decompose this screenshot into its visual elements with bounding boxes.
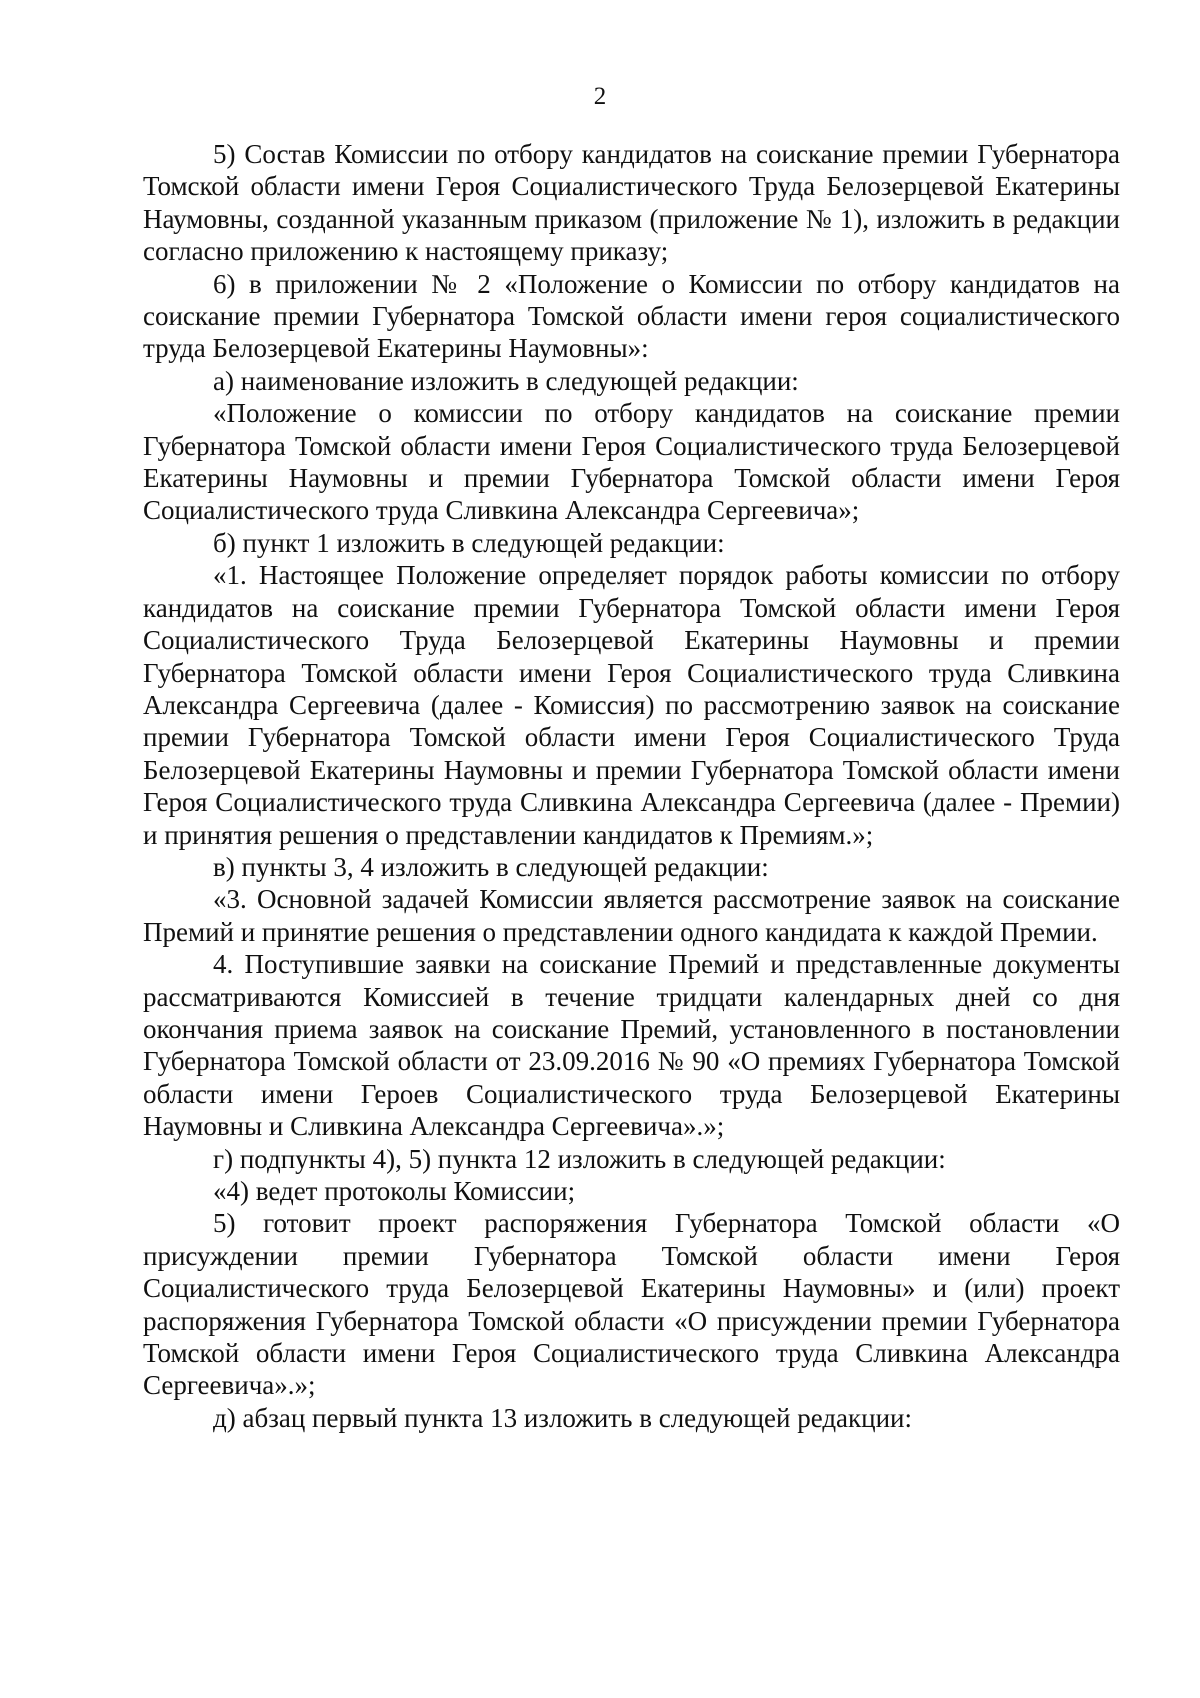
paragraph-subitem-b: б) пункт 1 изложить в следующей редакции: — [213, 527, 725, 558]
paragraph-point-1: «1. Настоящее Положение определяет порядок работы комиссии по отбору кандидатов на соискание премии Губернатора Томской области имени Героя Социалистического Труда Белозерцевой Екатерины Наумовны и премии Губернатора Томской области имени Героя Социалистического труда Сливкина Александра Сергеевича (далее - Комиссия) по рассмотрению заявок на соискание премии Губернатора Томской области имени Героя Социалистического Труда Белозерцевой Екатерины Наумовны и премии Губернатора Томской области имени Героя Социалистического труда Сливкина Александра Сергеевича (далее - Премии) и принятия решения о представлении кандидатов к Премиям.»; — [143, 560, 1120, 850]
paragraph-subitem-v: в) пункты 3, 4 изложить в следующей редакции: — [213, 851, 769, 882]
paragraph-item-5: 5) Состав Комиссии по отбору кандидатов на соискание премии Губернатора Томской области имени Героя Социалистического Труда Белозерцевой Екатерины Наумовны, созданной указанным приказом (приложение № 1), изложить в редакции согласно приложению к настоящему приказу; — [143, 139, 1120, 267]
paragraph-subitem-d: д) абзац первый пункта 13 изложить в следующей редакции: — [213, 1402, 913, 1433]
document-body — [143, 138, 1120, 1434]
paragraph-item-6: 6) в приложении № 2 «Положение о Комиссии по отбору кандидатов на соискание премии Губернатора Томской области имени героя социалистического труда Белозерцевой Екатерины Наумовны»: — [143, 268, 1120, 364]
paragraph-subpoint-5: 5) готовит проект распоряжения Губернатора Томской области «О присуждении премии Губернатора Томской области имени Героя Социалистического труда Белозерцевой Екатерины Наумовны» и (или) проект распоряжения Губернатора Томской области «О присуждении премии Губернатора Томской области имени Героя Социалистического труда Сливкина Александра Сергеевича».»; — [143, 1208, 1120, 1401]
paragraph-new-title: «Положение о комиссии по отбору кандидатов на соискание премии Губернатора Томской области имени Героя Социалистического труда Белозерцевой Екатерины Наумовны и премии Губернатора Томской области имени Героя Социалистического труда Сливкина Александра Сергеевича»; — [143, 398, 1120, 526]
paragraph-subitem-g: г) подпункты 4), 5) пункта 12 изложить в следующей редакции: — [213, 1143, 946, 1174]
paragraph-point-3: «3. Основной задачей Комиссии является рассмотрение заявок на соискание Премий и принятие решения о представлении одного кандидата к каждой Премии. — [143, 884, 1120, 947]
paragraph-point-4: 4. Поступившие заявки на соискание Премий и представленные документы рассматриваются Комиссией в течение тридцати календарных дней со дня окончания приема заявок на соискание Премий, установленного в постановлении Губернатора Томской области от 23.09.2016 № 90 «О премиях Губернатора Томской области имени Героев Социалистического труда Белозерцевой Екатерины Наумовны и Сливкина Александра Сергеевича».»; — [143, 949, 1120, 1142]
paragraph-subpoint-4: «4) ведет протоколы Комиссии; — [213, 1176, 576, 1206]
page-number: 2 — [593, 83, 607, 110]
paragraph-subitem-a: а) наименование изложить в следующей редакции: — [213, 365, 799, 396]
